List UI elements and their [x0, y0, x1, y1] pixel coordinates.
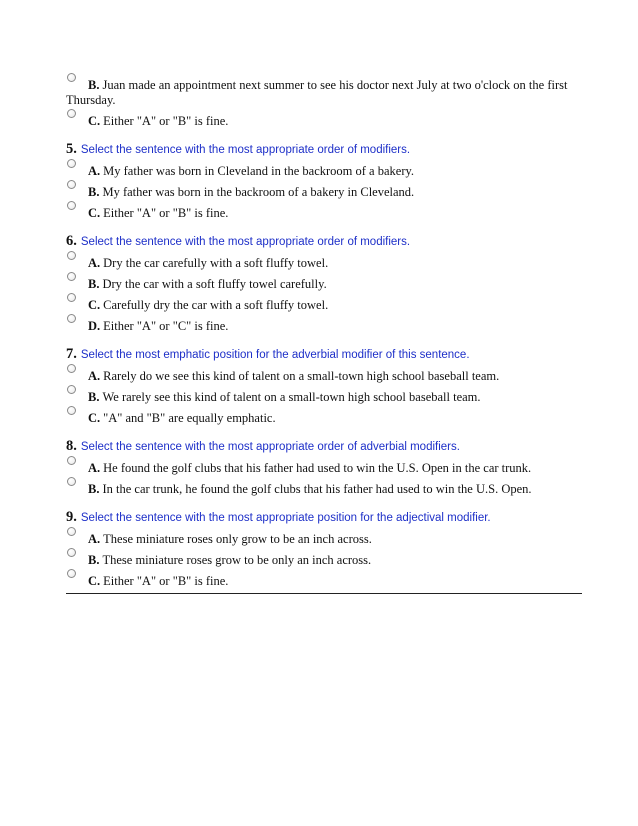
option-text: Either "A" or "B" is fine. — [103, 206, 229, 220]
option-text: Either "A" or "B" is fine. — [103, 114, 229, 128]
option-text: My father was born in the backroom of a bakery in Cleveland. — [102, 185, 415, 199]
question-heading — [66, 346, 582, 363]
radio-button[interactable] — [67, 293, 76, 302]
question-6 — [66, 233, 582, 334]
option-letter: D. — [88, 319, 101, 333]
option-text: My father was born in Cleveland in the backroom of a bakery. — [103, 164, 415, 178]
question-prompt: Select the sentence with the most appropriate order of modifiers. — [80, 236, 411, 248]
question-number: 6. — [66, 233, 77, 249]
option-8a[interactable] — [66, 461, 582, 476]
question-prompt: Select the sentence with the most appropriate position for the adjectival modifier. — [80, 512, 491, 524]
option-letter: C. — [88, 206, 101, 220]
option-letter: A. — [88, 256, 101, 270]
question-5 — [66, 141, 582, 221]
option-letter: B. — [88, 277, 100, 291]
option-text: These miniature roses grow to be only an inch across. — [102, 553, 372, 567]
radio-button[interactable] — [67, 272, 76, 281]
option-5c[interactable] — [66, 206, 582, 221]
option-5a[interactable] — [66, 164, 582, 179]
question-9 — [66, 509, 582, 589]
option-letter: C. — [88, 411, 101, 425]
option-letter: A. — [88, 369, 101, 383]
option-letter: C. — [88, 114, 101, 128]
option-text: Juan made an appointment next summer to see his doctor next July at two o'clock on the first Thursday. — [66, 78, 568, 107]
radio-button[interactable] — [67, 456, 76, 465]
question-number: 5. — [66, 141, 77, 157]
option-7b[interactable] — [66, 390, 582, 405]
option-9a[interactable] — [66, 532, 582, 547]
radio-button[interactable] — [67, 406, 76, 415]
option-letter: A. — [88, 164, 101, 178]
option-text: We rarely see this kind of talent on a small-town high school baseball team. — [102, 390, 481, 404]
option-7a[interactable] — [66, 369, 582, 384]
radio-button[interactable] — [67, 548, 76, 557]
quiz-page — [66, 78, 582, 594]
option-text: Either "A" or "B" is fine. — [103, 574, 229, 588]
option-9b[interactable] — [66, 553, 582, 568]
question-heading — [66, 438, 582, 455]
radio-button[interactable] — [67, 314, 76, 323]
question-prompt: Select the sentence with the most appropriate order of modifiers. — [80, 144, 411, 156]
option-letter: B. — [88, 185, 100, 199]
option-letter: C. — [88, 574, 101, 588]
option-text: In the car trunk, he found the golf clubs that his father had used to win the U.S. Open. — [102, 482, 532, 496]
radio-button[interactable] — [67, 364, 76, 373]
option-text: These miniature roses only grow to be an inch across. — [103, 532, 372, 546]
option-8b[interactable] — [66, 482, 582, 497]
option-7c[interactable] — [66, 411, 582, 426]
question-prompt: Select the most emphatic position for the adverbial modifier of this sentence. — [80, 349, 470, 361]
option-text: Carefully dry the car with a soft fluffy towel. — [103, 298, 329, 312]
option-text: He found the golf clubs that his father had used to win the U.S. Open in the car trunk. — [103, 461, 532, 475]
option-4b[interactable] — [66, 78, 582, 108]
radio-button[interactable] — [67, 569, 76, 578]
option-text: Rarely do we see this kind of talent on a small-town high school baseball team. — [103, 369, 500, 383]
question-4-continued — [66, 78, 582, 129]
question-7 — [66, 346, 582, 426]
radio-button[interactable] — [67, 73, 76, 82]
option-6c[interactable] — [66, 298, 582, 313]
question-prompt: Select the sentence with the most appropriate order of adverbial modifiers. — [80, 441, 460, 453]
radio-button[interactable] — [67, 201, 76, 210]
radio-button[interactable] — [67, 159, 76, 168]
question-heading — [66, 233, 582, 250]
option-letter: A. — [88, 461, 101, 475]
radio-button[interactable] — [67, 477, 76, 486]
radio-button[interactable] — [67, 385, 76, 394]
radio-button[interactable] — [67, 180, 76, 189]
option-letter: B. — [88, 482, 100, 496]
option-6d[interactable] — [66, 319, 582, 334]
option-text: Dry the car with a soft fluffy towel carefully. — [102, 277, 327, 291]
bottom-rule — [66, 593, 582, 594]
radio-button[interactable] — [67, 527, 76, 536]
option-letter: B. — [88, 553, 100, 567]
option-letter: B. — [88, 78, 100, 92]
option-letter: B. — [88, 390, 100, 404]
option-letter: A. — [88, 532, 101, 546]
question-number: 8. — [66, 438, 77, 454]
option-text: "A" and "B" are equally emphatic. — [103, 411, 276, 425]
option-text: Either "A" or "C" is fine. — [103, 319, 229, 333]
option-letter: C. — [88, 298, 101, 312]
question-number: 9. — [66, 509, 77, 525]
radio-button[interactable] — [67, 251, 76, 260]
option-text: Dry the car carefully with a soft fluffy towel. — [103, 256, 329, 270]
radio-button[interactable] — [67, 109, 76, 118]
question-heading — [66, 509, 582, 526]
question-8 — [66, 438, 582, 497]
question-number: 7. — [66, 346, 77, 362]
option-6a[interactable] — [66, 256, 582, 271]
option-9c[interactable] — [66, 574, 582, 589]
question-heading — [66, 141, 582, 158]
option-6b[interactable] — [66, 277, 582, 292]
option-5b[interactable] — [66, 185, 582, 200]
option-4c[interactable] — [66, 114, 582, 129]
